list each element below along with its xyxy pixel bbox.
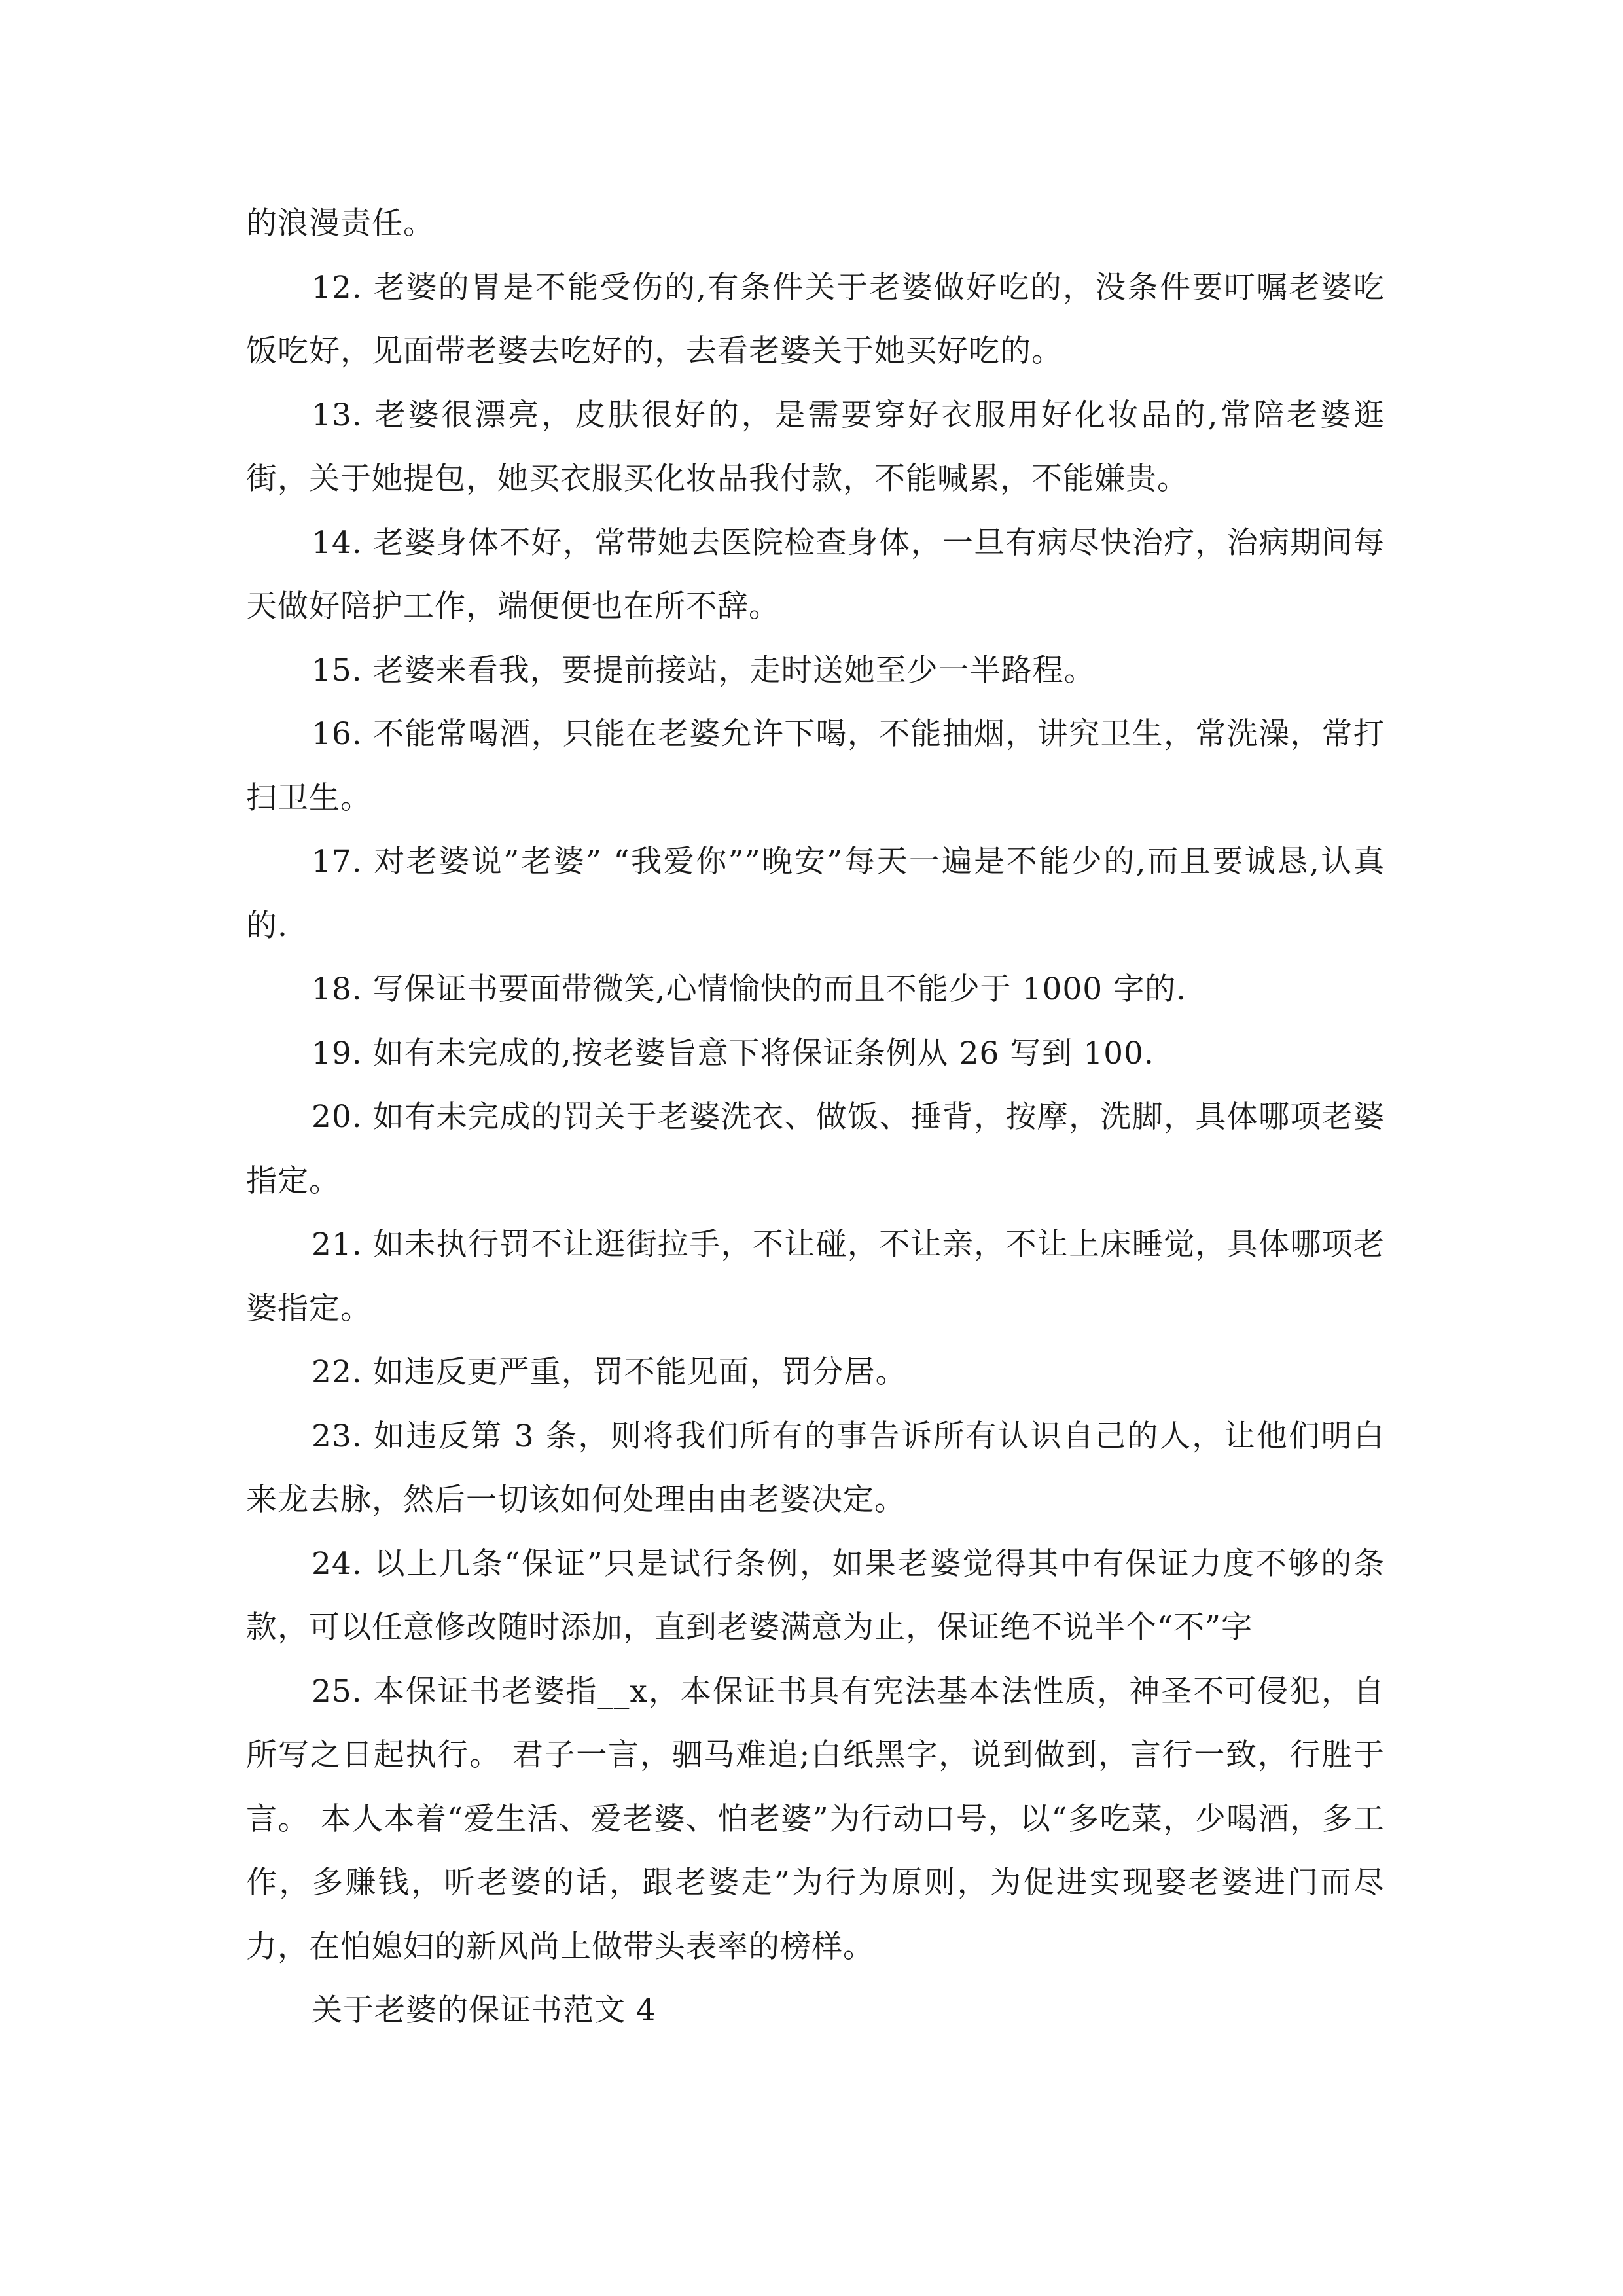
paragraph-item-14: 14. 老婆身体不好，常带她去医院检查身体，一旦有病尽快治疗，治病期间每天做好陪护工作，端便便也在所不辞。 (246, 524, 1385, 624)
section-heading: 关于老婆的保证书范文 4 (312, 1992, 656, 2028)
paragraph-item-20: 20. 如有未完成的罚关于老婆洗衣、做饭、捶背，按摩，洗脚，具体哪项老婆指定。 (246, 1099, 1385, 1199)
paragraph-item-19: 19. 如有未完成的,按老婆旨意下将保证条例从 26 写到 100. (312, 1035, 1154, 1071)
paragraph-item-16: 16. 不能常喝酒，只能在老婆允许下喝，不能抽烟，讲究卫生，常洗澡，常打扫卫生。 (246, 716, 1385, 816)
paragraph-item-24: 24. 以上几条“保证”只是试行条例，如果老婆觉得其中有保证力度不够的条款，可以任意修改随时添加，直到老婆满意为止，保证绝不说半个“不”字 (246, 1545, 1385, 1645)
paragraph-item-18: 18. 写保证书要面带微笑,心情愉快的而且不能少于 1000 字的. (312, 971, 1187, 1007)
paragraph-item-15: 15. 老婆来看我，要提前接站，走时送她至少一半路程。 (312, 652, 1096, 689)
document-body (246, 192, 1385, 2043)
paragraph-item-13: 13. 老婆很漂亮，皮肤很好的，是需要穿好衣服用好化妆品的,常陪老婆逛街，关于她提包，她买衣服买化妆品我付款，不能喊累，不能嫌贵。 (246, 397, 1385, 497)
paragraph-item-25: 25. 本保证书老婆指__x，本保证书具有宪法基本法性质，神圣不可侵犯，自所写之日起执行。 君子一言，驷马难追;白纸黑字，说到做到，言行一致，行胜于言。 本人本着“爱生活、爱老婆、怕老婆”为行动口号，以“多吃菜，少喝酒，多工作，多赚钱，听老婆的话，跟老婆走”为行为原则，为促进实现娶老婆进门而尽力，在怕媳妇的新风尚上做带头表率的榜样。 (246, 1673, 1385, 1965)
paragraph-item-21: 21. 如未执行罚不让逛街拉手，不让碰，不让亲，不让上床睡觉，具体哪项老婆指定。 (246, 1227, 1385, 1327)
paragraph-item-23: 23. 如违反第 3 条，则将我们所有的事告诉所有认识自己的人，让他们明白来龙去脉，然后一切该如何处理由由老婆决定。 (246, 1418, 1385, 1518)
paragraph-continuation: 的浪漫责任。 (246, 206, 435, 242)
paragraph-item-17: 17. 对老婆说”老婆” “我爱你””晚安”每天一遍是不能少的,而且要诚恳,认真的. (246, 844, 1385, 944)
paragraph-item-12: 12. 老婆的胃是不能受伤的,有条件关于老婆做好吃的，没条件要叮嘱老婆吃饭吃好，见面带老婆去吃好的，去看老婆关于她买好吃的。 (246, 269, 1385, 369)
paragraph-item-22: 22. 如违反更严重，罚不能见面，罚分居。 (312, 1354, 907, 1390)
